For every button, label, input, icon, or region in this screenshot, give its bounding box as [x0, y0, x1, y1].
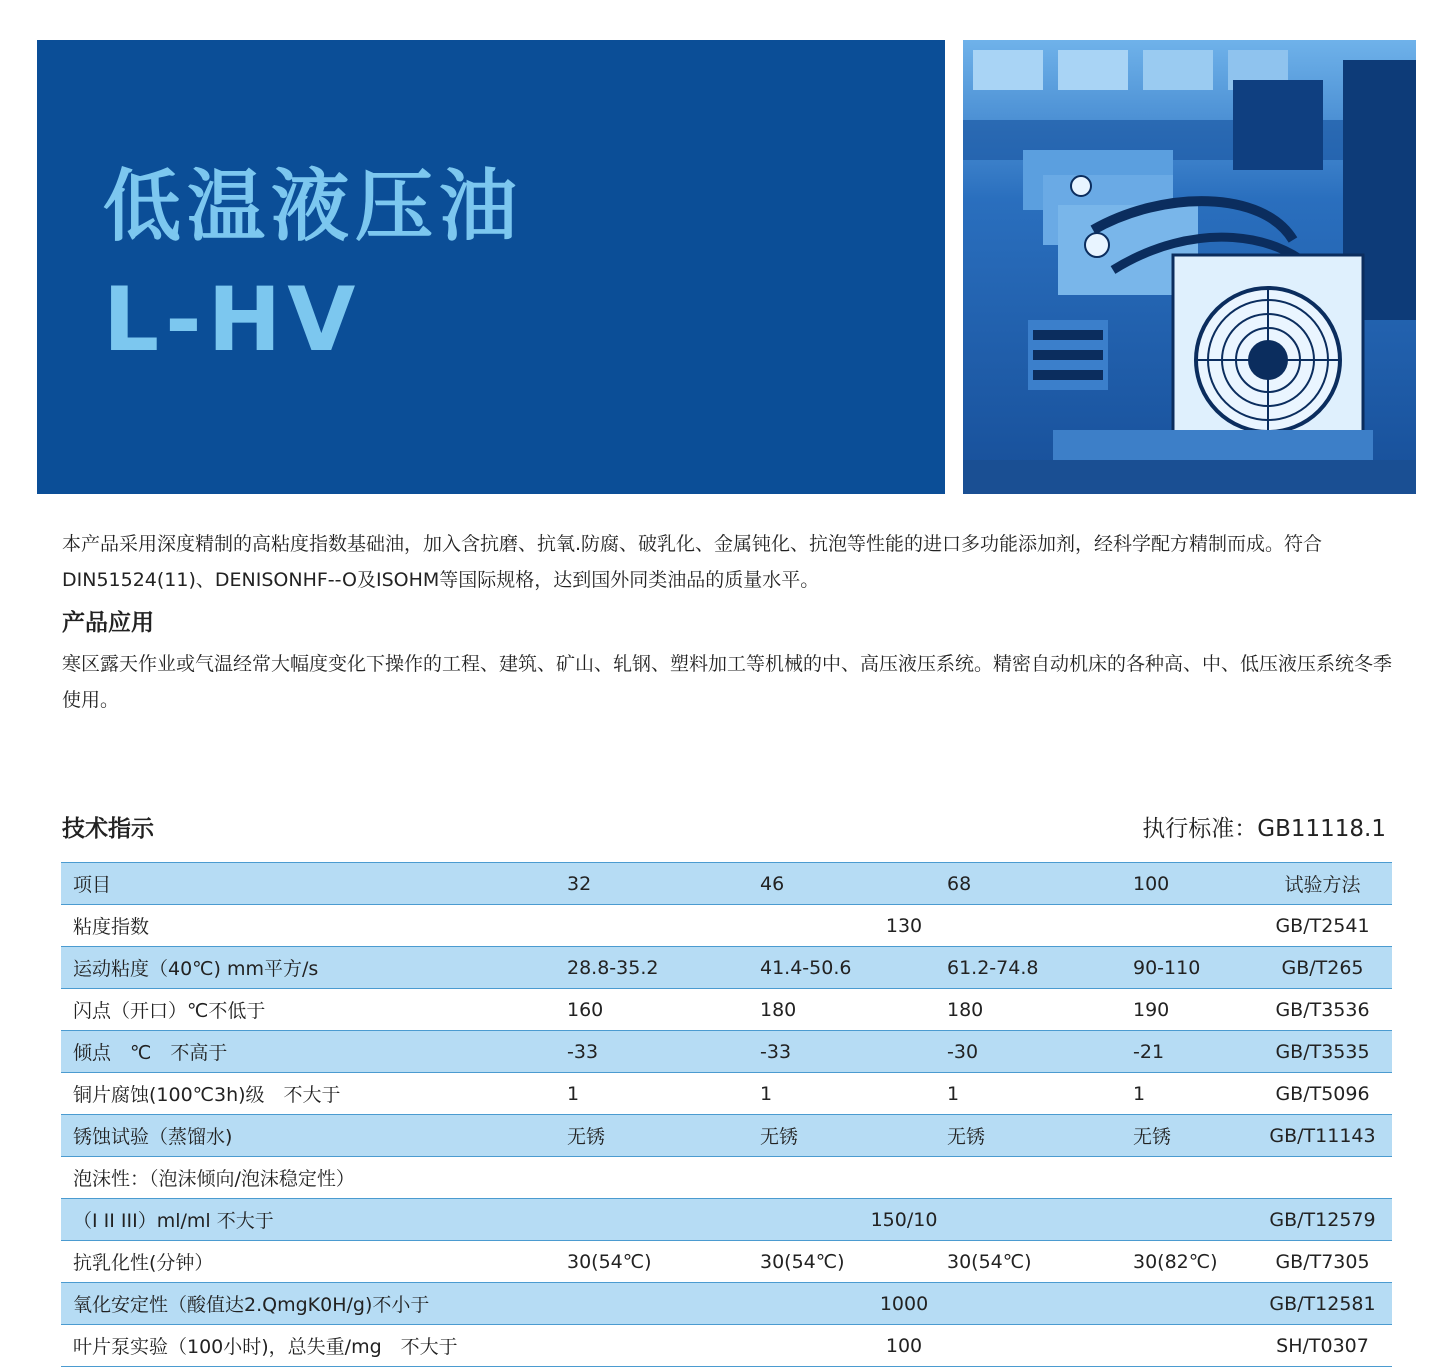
value-cell: 41.4-50.6 [748, 947, 935, 989]
value-cell: 61.2-74.8 [935, 947, 1121, 989]
value-cell: 28.8-35.2 [555, 947, 748, 989]
table-row [61, 1325, 1392, 1367]
spec-table [61, 862, 1392, 1367]
value-cell: 1 [935, 1073, 1121, 1115]
value-cell: 30(54℃) [748, 1241, 935, 1283]
title-banner [37, 40, 945, 494]
item-cell: 锈蚀试验（蒸馏水) [61, 1115, 555, 1157]
item-cell: 抗乳化性(分钟） [61, 1241, 555, 1283]
table-header-row [61, 863, 1392, 905]
method-cell: GB/T7305 [1253, 1241, 1392, 1283]
method-cell: GB/T3536 [1253, 989, 1392, 1031]
table-row [61, 1073, 1392, 1115]
method-cell: SH/T0307 [1253, 1325, 1392, 1367]
table-row [61, 947, 1392, 989]
header-grade-32: 32 [555, 863, 748, 905]
header-grade-68: 68 [935, 863, 1121, 905]
value-cell: 100 [555, 1325, 1253, 1367]
product-model: L-HV [103, 268, 362, 371]
application-description: 寒区露天作业或气温经常大幅度变化下操作的工程、建筑、矿山、轧钢、塑料加工等机械的中、高压液压系统。精密自动机床的各种高、中、低压液压系统冬季使用。 [62, 653, 1393, 711]
item-cell: 运动粘度（40℃) mm平方/s [61, 947, 555, 989]
item-cell: 闪点（开口）℃不低于 [61, 989, 555, 1031]
value-cell: -33 [748, 1031, 935, 1073]
value-cell: 180 [748, 989, 935, 1031]
method-cell: GB/T5096 [1253, 1073, 1392, 1115]
item-cell: （I II III）ml/ml 不大于 [61, 1199, 555, 1241]
spec-heading: 技术指示 [62, 816, 154, 842]
header-item: 项目 [61, 863, 555, 905]
method-cell: GB/T265 [1253, 947, 1392, 989]
table-row [61, 1199, 1392, 1241]
value-cell: 190 [1121, 989, 1253, 1031]
value-cell: 无锈 [555, 1115, 748, 1157]
value-cell: 90-110 [1121, 947, 1253, 989]
item-cell: 叶片泵实验（100小时)，总失重/mg 不大于 [61, 1325, 555, 1367]
value-cell: 130 [555, 905, 1253, 947]
table-row [61, 1241, 1392, 1283]
item-cell: 倾点 ℃ 不高于 [61, 1031, 555, 1073]
item-cell: 泡沫性：（泡沫倾向/泡沫稳定性） [61, 1157, 1392, 1199]
table-row [61, 1115, 1392, 1157]
value-cell: 无锈 [935, 1115, 1121, 1157]
table-row [61, 1157, 1392, 1199]
product-photo [963, 40, 1416, 494]
value-cell: 30(82℃) [1121, 1241, 1253, 1283]
method-cell: GB/T3535 [1253, 1031, 1392, 1073]
value-cell: 1 [748, 1073, 935, 1115]
value-cell: -21 [1121, 1031, 1253, 1073]
value-cell: 1000 [555, 1283, 1253, 1325]
item-cell: 氧化安定性（酸值达2.QmgK0H/g)不小于 [61, 1283, 555, 1325]
value-cell: 30(54℃) [935, 1241, 1121, 1283]
product-title: 低温液压油 [103, 162, 524, 252]
header-grade-100: 100 [1121, 863, 1253, 905]
table-row [61, 905, 1392, 947]
value-cell: 150/10 [555, 1199, 1253, 1241]
application-heading: 产品应用 [62, 610, 154, 636]
method-cell: GB/T12579 [1253, 1199, 1392, 1241]
value-cell: 160 [555, 989, 748, 1031]
table-row [61, 1031, 1392, 1073]
item-cell: 粘度指数 [61, 905, 555, 947]
value-cell: 1 [555, 1073, 748, 1115]
value-cell: -33 [555, 1031, 748, 1073]
value-cell: 180 [935, 989, 1121, 1031]
value-cell: 无锈 [748, 1115, 935, 1157]
table-row [61, 1283, 1392, 1325]
header-grade-46: 46 [748, 863, 935, 905]
header-test-method: 试验方法 [1253, 863, 1392, 905]
table-row [61, 989, 1392, 1031]
product-description: 本产品采用深度精制的高粘度指数基础油，加入含抗磨、抗氧.防腐、破乳化、金属钝化、抗泡等性能的进口多功能添加剂，经科学配方精制而成。符合DIN51524(11)、DENISONHF--O及ISOHM等国际规格，达到国外同类油品的质量水平。 [62, 533, 1323, 591]
execution-standard: 执行标准：GB11118.1 [1142, 816, 1386, 842]
value-cell: 30(54℃) [555, 1241, 748, 1283]
value-cell: 无锈 [1121, 1115, 1253, 1157]
value-cell: -30 [935, 1031, 1121, 1073]
method-cell: GB/T2541 [1253, 905, 1392, 947]
item-cell: 铜片腐蚀(100℃3h)级 不大于 [61, 1073, 555, 1115]
method-cell: GB/T11143 [1253, 1115, 1392, 1157]
method-cell: GB/T12581 [1253, 1283, 1392, 1325]
value-cell: 1 [1121, 1073, 1253, 1115]
